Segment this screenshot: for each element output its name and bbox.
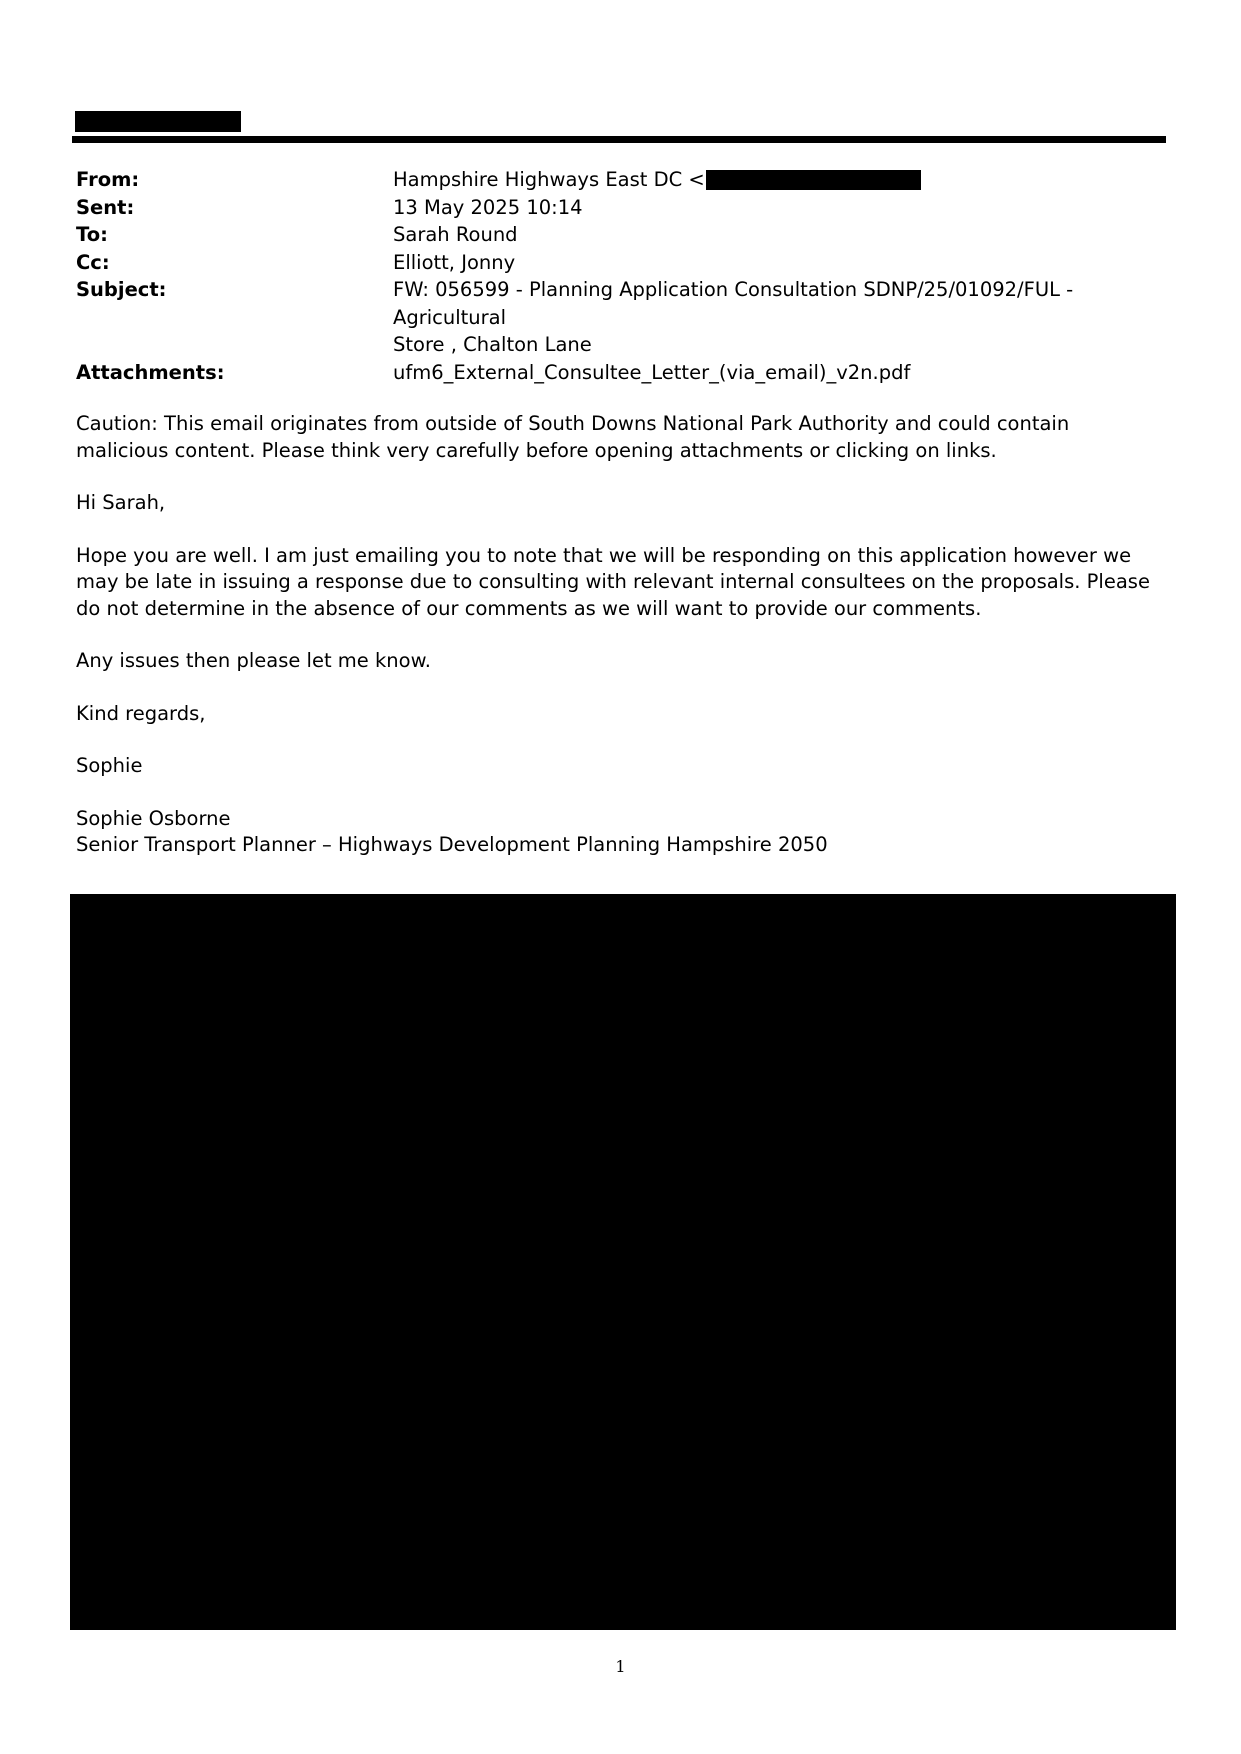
attachments-row — [76, 359, 1166, 387]
subject-line-1: FW: 056599 - Planning Application Consultation SDNP/25/01092/FUL - Agricultural — [393, 278, 1074, 329]
subject-row — [76, 276, 1166, 359]
page-number: 1 — [615, 1657, 626, 1676]
subject-line-2: Store , Chalton Lane — [393, 333, 592, 356]
to-row — [76, 221, 1166, 249]
email-body — [76, 411, 1166, 859]
body-paragraph-2: Any issues then please let me know. — [76, 649, 431, 672]
to-value: Sarah Round — [393, 223, 518, 246]
sent-label: Sent: — [76, 195, 135, 219]
caution-notice: Caution: This email originates from outside of South Downs National Park Authority and could contain malicious content. Please think very carefully before opening attachments or clicking on links. — [76, 412, 1070, 462]
closing: Kind regards, — [76, 701, 206, 725]
email-header — [76, 166, 1166, 386]
subject-label: Subject: — [76, 278, 167, 301]
attachment-file[interactable]: ufm6_External_Consultee_Letter_(via_email)_v2n.pdf — [393, 360, 911, 384]
sent-value: 13 May 2025 10:14 — [393, 195, 583, 219]
from-value — [393, 166, 1166, 194]
from-sender: Hampshire Highways East DC < — [393, 168, 705, 191]
body-paragraph-1: Hope you are well. I am just emailing you to note that we will be responding on this application however we may be late in issuing a response due to consulting with relevant internal consultees on the proposals. Please do not determine in the absence of our comments as we will want to provide our comments. — [76, 543, 1150, 620]
from-label: From: — [76, 168, 140, 191]
from-row — [76, 166, 1166, 194]
header-divider — [72, 136, 1166, 143]
greeting: Hi Sarah, — [76, 491, 166, 514]
cc-value: Elliott, Jonny — [393, 250, 516, 274]
redacted-email-address — [706, 170, 921, 190]
sender-first-name: Sophie — [76, 754, 143, 777]
to-label: To: — [76, 223, 108, 246]
signature-title: Senior Transport Planner – Highways Development Planning Hampshire 2050 — [76, 833, 828, 856]
sent-row — [76, 194, 1166, 222]
attachments-label: Attachments: — [76, 360, 225, 384]
redacted-signature-block — [70, 894, 1176, 1630]
cc-row — [76, 249, 1166, 277]
subject-value — [393, 276, 1166, 359]
cc-label: Cc: — [76, 250, 110, 274]
redacted-sender-name — [75, 111, 241, 132]
signature-name: Sophie Osborne — [76, 806, 231, 830]
